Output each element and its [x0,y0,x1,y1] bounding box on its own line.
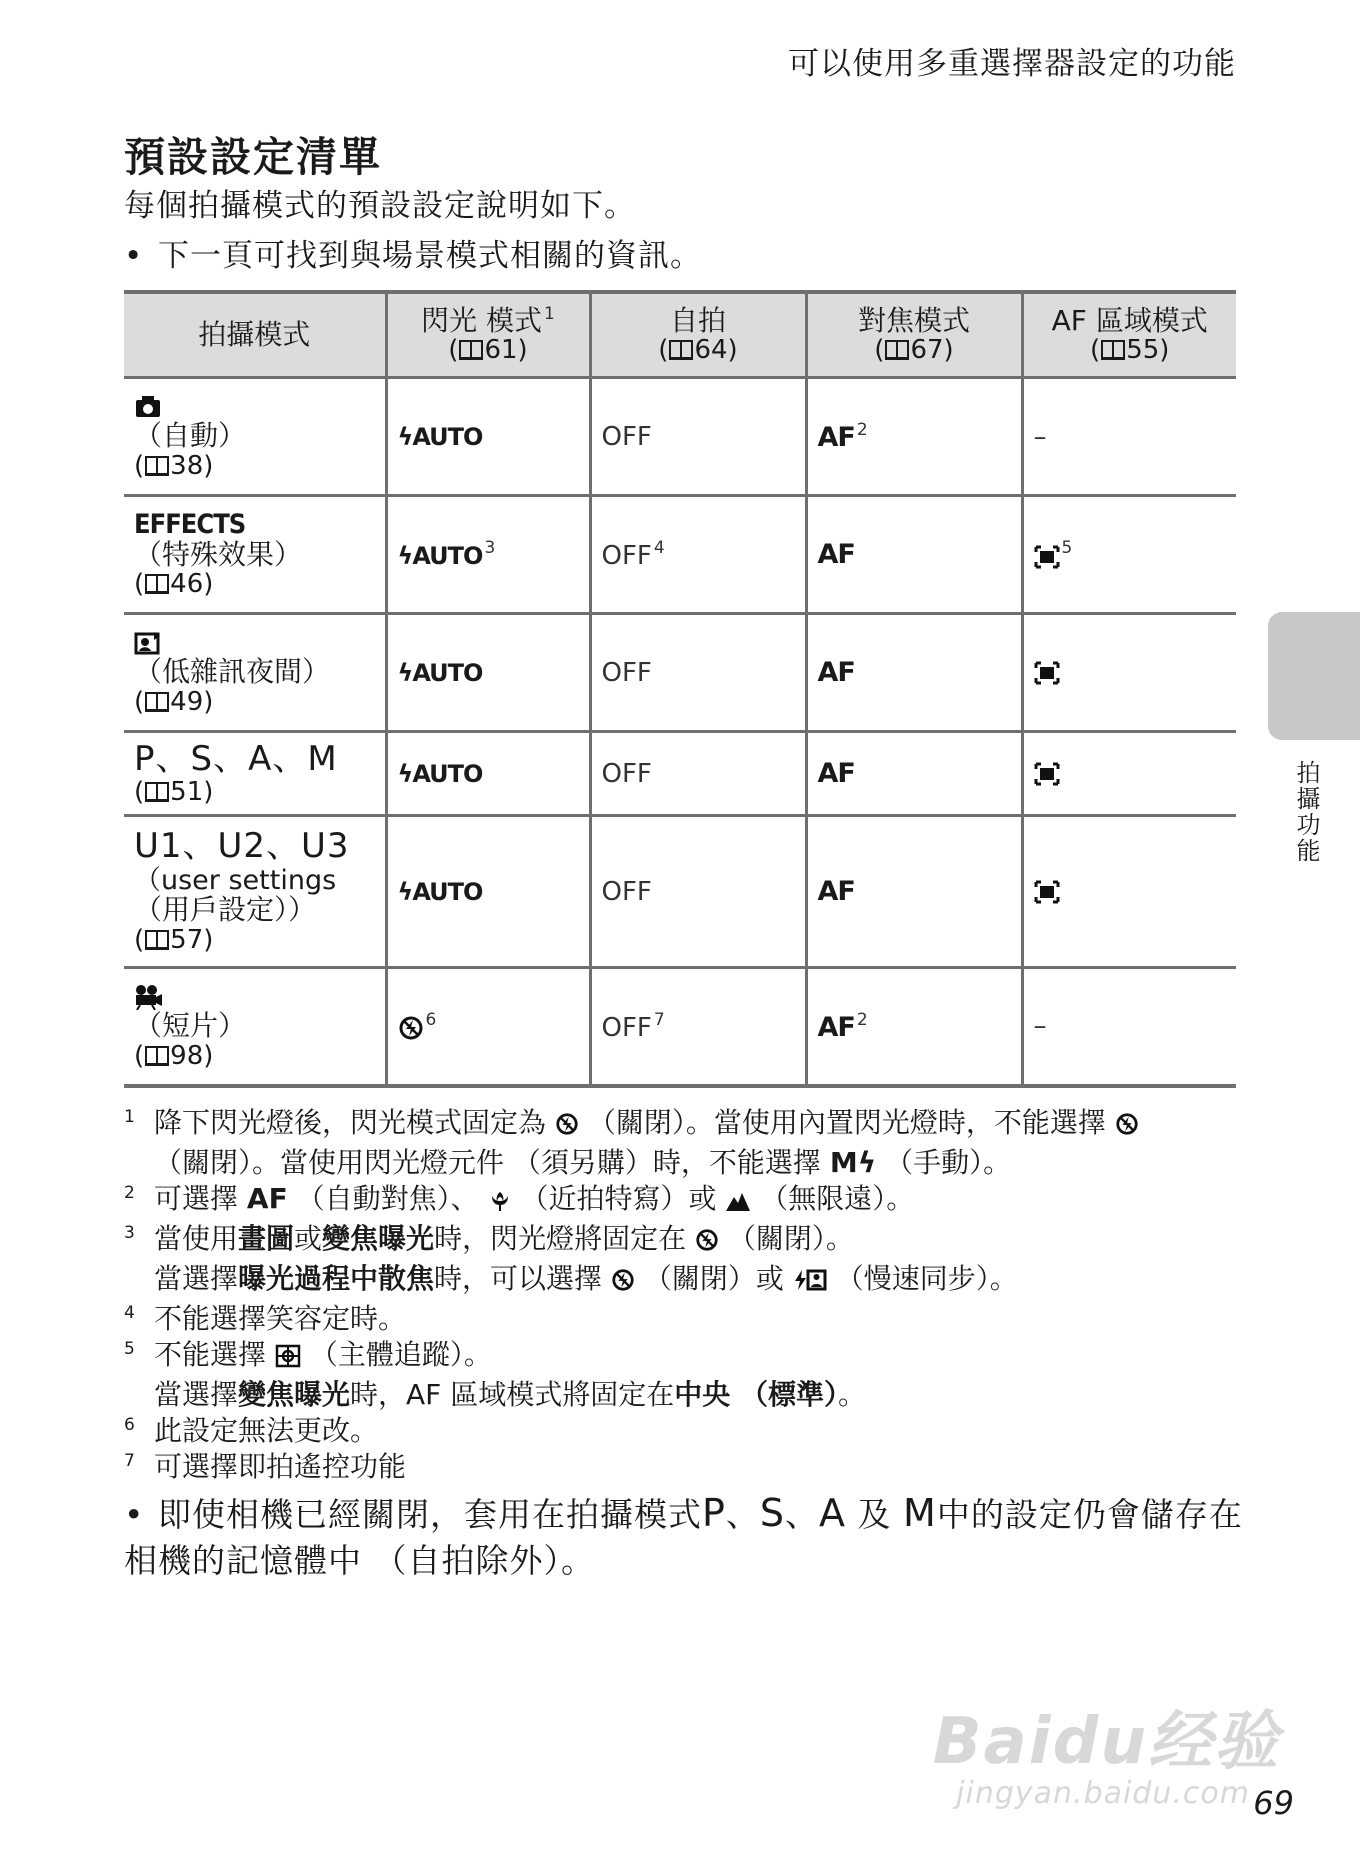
mode-cell-night [124,614,386,732]
footnote-1: 1 降下閃光燈後，閃光模式固定為 （關閉）。當使用內置閃光燈時，不能選擇 （關閉）。當使用閃光燈元件 （須另購）時，不能選擇 Mϟ （手動）。 [124,1105,1244,1181]
flash-auto-icon: ϟAUTO [397,542,483,570]
running-header: 可以使用多重選擇器設定的功能 [788,46,1236,82]
self-timer-value: OFF [601,541,652,571]
page-ref: ( 49) [134,686,214,717]
mode-subtitle: （低雜訊夜間） [134,655,331,689]
table-row [124,496,1236,614]
footnote-6: 6 此設定無法更改。 [124,1414,379,1447]
mode-subtitle: （自動） [134,419,247,453]
flash-off-icon [695,1225,719,1261]
page-ref: ( 55) [1090,335,1170,366]
self-timer-cell [590,496,806,614]
page-number: 69 [1253,1784,1294,1822]
intro-bullet [124,230,702,275]
footnote-ref: 4 [653,538,665,558]
footnote-5: 5 不能選擇 （主體追蹤）。 當選擇變焦曝光時，AF 區域模式將固定在中央 （標準）。 [124,1338,866,1411]
mode-subtitle: （user settings [134,864,337,896]
mode-subtitle-2: （用戶設定）） [134,893,317,927]
flash-auto-icon: ϟAUTO [397,658,483,687]
mode-cell-effects [124,496,386,614]
af-area-cell [1022,614,1236,732]
subject-tracking-icon [275,1341,301,1377]
watermark-logo: Baidu经验 [932,1705,1280,1779]
footnote-ref: 2 [856,420,868,440]
page-ref: ( 46) [134,569,214,600]
flash-cell [386,732,590,816]
af-icon: AF [817,539,855,570]
table-row [124,378,1236,496]
flash-cell [386,496,590,614]
flash-auto-icon: ϟAUTO [397,759,483,788]
footnote-4: 4 不能選擇笑容定時。 [124,1302,407,1335]
flash-auto-icon: ϟAUTO [397,877,483,906]
flash-cell [386,816,590,968]
af-area-center-icon [1034,658,1060,688]
self-timer-cell [590,732,806,816]
page-ref: ( 57) [134,925,214,956]
footnote-ref: 7 [653,1009,665,1030]
af-icon: AF [817,1011,855,1043]
self-timer-cell [590,378,806,496]
footnote-ref: 5 [1061,538,1073,558]
footnote-ref: 6 [425,1009,437,1030]
intro-bullet-text: 下一頁可找到與場景模式相關的資訊。 [158,238,702,274]
flash-cell [386,968,590,1086]
header-focus-mode [806,292,1022,378]
mode-cell-user-settings [124,816,386,968]
header-flash-mode [386,292,590,378]
night-portrait-icon [134,629,385,658]
movie-camera-icon [134,982,385,1011]
camera-auto-icon [134,393,385,422]
header-self-timer-label: 自拍 [669,303,726,337]
table-row [124,816,1236,968]
page-ref: ( 98) [134,1040,214,1071]
bullet-dot: • [124,238,144,274]
focus-cell [806,378,1022,496]
user-mode-label: U1、U2、U3 [134,826,350,867]
memory-note-bullet: • 即使相機已經關閉，套用在拍攝模式P、S、A 及 M中的設定仍會儲存在相機的記憶體中 （自拍除外）。 [124,1491,1243,1580]
focus-cell [806,968,1022,1086]
section-tab [1268,612,1360,740]
self-timer-value: OFF [601,758,652,789]
af-area-cell [1022,732,1236,816]
psam-mode-label: P、S、A、M [134,738,338,779]
book-icon [145,574,169,594]
self-timer-value: OFF [601,1012,652,1043]
table-row [124,968,1236,1086]
flash-off-icon [398,1013,424,1043]
af-icon: AF [246,1182,288,1215]
manual-flash-icon: Mϟ [829,1146,877,1179]
af-area-value: – [1033,421,1047,452]
book-icon [885,340,909,360]
self-timer-value: OFF [601,421,652,452]
focus-cell [806,816,1022,968]
book-icon [145,1046,169,1066]
focus-cell [806,732,1022,816]
af-icon: AF [817,876,855,907]
page-title: 預設設定清單 [124,133,382,181]
header-flash-label: 閃光 模式 [421,303,543,337]
section-label: 拍攝功能 [1292,760,1320,864]
infinity-mountain-icon [725,1185,751,1221]
af-area-center-icon [1034,759,1060,789]
flash-auto-icon: ϟAUTO [397,422,483,451]
af-icon: AF [817,758,855,789]
table-row [124,614,1236,732]
flash-cell [386,378,590,496]
book-icon [145,456,169,476]
page-ref: ( 38) [134,450,214,481]
af-icon: AF [817,422,855,453]
effects-mode-label: EFFECTS [134,508,246,540]
af-icon: AF [817,657,855,688]
book-icon [1101,340,1125,360]
page-ref: ( 67) [874,335,954,366]
flash-off-icon [555,1109,579,1145]
self-timer-cell [590,816,806,968]
af-area-center-icon [1034,877,1060,907]
mode-cell-auto [124,378,386,496]
mode-cell-psam [124,732,386,816]
header-focus-label: 對焦模式 [857,303,970,337]
macro-icon [488,1185,512,1221]
self-timer-value: OFF [601,876,652,907]
book-icon [145,930,169,950]
mode-subtitle: （短片） [134,1008,247,1042]
af-area-cell [1022,968,1236,1086]
af-area-center-icon [1034,541,1060,571]
footnote-3: 3 當使用畫圖或變焦曝光時，閃光燈將固定在 （關閉）。 當選擇曝光過程中散焦時，可以選擇 （關閉）或 （慢速同步）。 [124,1221,1244,1301]
mode-cell-movie [124,968,386,1086]
af-area-cell [1022,378,1236,496]
focus-cell [806,614,1022,732]
book-icon [669,340,693,360]
af-area-cell [1022,496,1236,614]
flash-off-icon [1115,1109,1139,1145]
self-timer-cell [590,968,806,1086]
book-icon [459,340,483,360]
default-settings-table [124,290,1236,1088]
header-af-area-label: AF 區域模式 [1051,303,1208,337]
flash-cell [386,614,590,732]
watermark-url: jingyan.baidu.com [956,1776,1250,1811]
af-area-cell [1022,816,1236,968]
footnote-ref: 3 [484,538,496,558]
slow-sync-icon [793,1265,827,1301]
page-ref: ( 61) [448,335,528,366]
af-area-value: – [1033,1011,1047,1042]
focus-cell [806,496,1022,614]
bullet-dot: • [124,1495,145,1534]
table-header-row [124,292,1236,378]
mode-subtitle: （特殊效果） [134,537,303,571]
footnotes [124,1105,1244,1485]
footnote-ref: 2 [856,1009,868,1030]
page-ref: ( 51) [134,776,214,807]
footnote-ref: 1 [544,303,555,324]
book-icon [145,692,169,712]
self-timer-cell [590,614,806,732]
self-timer-value: OFF [601,657,652,688]
header-af-area-mode [1022,292,1236,378]
page-ref: ( 64) [658,335,738,366]
book-icon [145,782,169,802]
header-shooting-mode: 拍攝模式 [124,292,386,378]
table-row [124,732,1236,816]
footnote-2: 2 可選擇 AF （自動對焦）、 （近拍特寫）或 （無限遠）。 [124,1181,1244,1221]
header-self-timer [590,292,806,378]
footnote-7: 7 可選擇即拍遙控功能 [124,1450,407,1483]
intro-text: 每個拍攝模式的預設設定說明如下。 [124,188,636,224]
flash-off-icon [611,1265,635,1301]
